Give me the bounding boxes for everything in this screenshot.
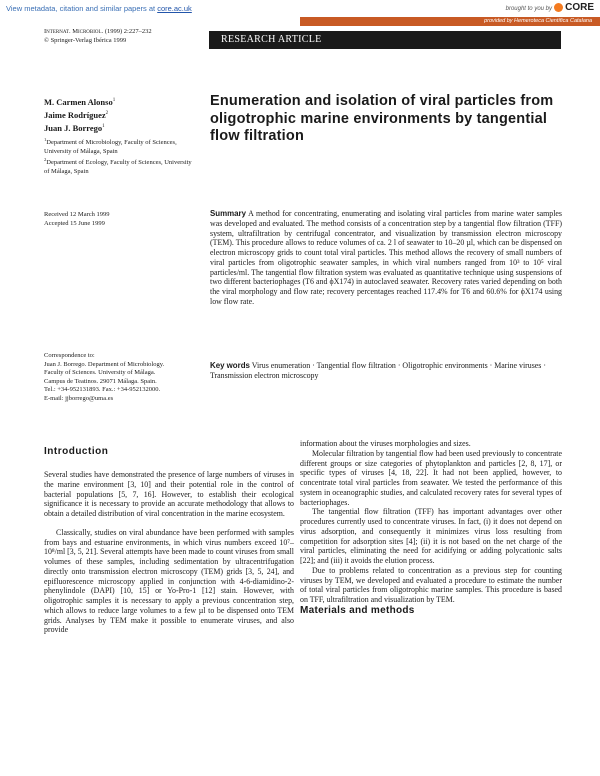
paragraph: The tangential flow filtration (TFF) has important advantages over other procedures currently used to concentrate viruses. In fact, (i) it does not depend on virus adsorption, and consequently it minimizes virus loss resulting from competition for adsorption sites [4]; (ii) it is not based on the net charge of the viral particles, eliminating the need for acidifying or adding polycationic salts [22]; and (iii) it avoids the elution process. bbox=[300, 507, 562, 565]
author-list bbox=[44, 95, 115, 133]
introduction-heading: Introduction bbox=[44, 446, 109, 457]
correspondence bbox=[44, 352, 204, 404]
abstract-label: Summary bbox=[210, 209, 246, 218]
correspondence-label: Correspondence to: bbox=[44, 352, 95, 359]
journal-line: Internat. Microbiol. (1999) 2:227–232 bbox=[44, 28, 152, 35]
correspondence-line: Campus de Teatinos. 29071 Málaga. Spain. bbox=[44, 377, 157, 385]
keywords bbox=[210, 361, 562, 381]
core-logo-icon bbox=[554, 3, 563, 12]
core-provided-by[interactable]: provided by Hemeroteca Científica Catalana bbox=[300, 17, 600, 26]
author: M. Carmen Alonso$^1$ bbox=[44, 96, 116, 107]
accepted-date: Accepted 15 June 1999 bbox=[44, 219, 105, 227]
affiliation: $^2$Department of Ecology, Faculty of Sciences, University of Málaga, Spain bbox=[44, 157, 192, 176]
correspondence-line: Faculty of Sciences. University of Málaga. bbox=[44, 369, 156, 377]
paragraph: Several studies have demonstrated the presence of large numbers of viruses in the marine environment [3, 10] and their potential role in the control of bacterial populations [5, 7, 16]. However, to establish their ecological significance it is necessary to provide an accurate methodology that allows to obtain a detailed distribution of viral concentration in the marine ecosystem. bbox=[44, 470, 294, 518]
left-column bbox=[44, 470, 294, 635]
paragraph: Molecular filtration by tangential flow had been used previously to concentrate different groups or size categories of phytoplankton and particles [2, 8, 17], or specific types of viruses [4, 18, 22]. It had not been applied, however, to concentrate total viral particles from seawater. We tested the performance of this system in oceanographic studies, and calculated recovery rates for several types of bacteriophages. bbox=[300, 448, 562, 507]
correspondence-line: Juan J. Borrego. Department of Microbiology. bbox=[44, 360, 165, 368]
abstract-text: A method for concentrating, enumerating and isolating viral particles from marine water samples was developed and evaluated. The method consists of a concentration step by a tangential flow filtration (TFF) system, ultrafiltration by centrifugal concentrator, and visualization by transmission electron microscopy (TEM). This procedure allows to reduce volumes of ca. 2 l of seawater to 10–20 µl, which can be dispensed on electron microscopy grids to count total viral particles. This method allows the recovery of small numbers of viral particles from oligotrophic seawater samples, in which viral numbers ranged from 10³ to 10⁵ viral particles/ml. The tangential flow filtration system was evaluated as quantitative technique using suspensions of two different bacteriophages (T6 and ϕX174) in autoclaved seawater. Recovery rates varied depending on both the viral morphology and flow rate; recovery percentages reached 117.4% for T6 and 60.6% for ϕX174 using low flow rate. bbox=[210, 209, 562, 306]
keywords-text: Virus enumeration · Tangential flow filtration · Oligotrophic environments · Marine viruses · Transmission electron microscopy bbox=[210, 361, 546, 380]
correspondence-email[interactable]: E-mail: jjborrego@uma.es bbox=[44, 394, 114, 402]
article-dates bbox=[44, 211, 110, 228]
journal-info bbox=[44, 27, 152, 45]
paragraph: information about the viruses morphologies and sizes. bbox=[300, 439, 471, 448]
keywords-label: Key words bbox=[210, 361, 250, 370]
received-date: Received 12 March 1999 bbox=[44, 211, 110, 218]
core-metadata-link[interactable]: View metadata, citation and similar papers at core.ac.uk bbox=[6, 4, 192, 13]
affiliation: $^1$Department of Microbiology, Faculty of Sciences, University of Málaga, Spain bbox=[44, 137, 177, 155]
article-title: Enumeration and isolation of viral particles from oligotrophic marine environments by tangential flow filtration bbox=[210, 93, 554, 144]
section-label: RESEARCH ARTICLE bbox=[209, 31, 561, 49]
methods-heading: Materials and methods bbox=[300, 604, 415, 616]
core-ac-uk-link[interactable]: core.ac.uk bbox=[157, 4, 192, 13]
correspondence-line: Tel.: +34-952131893. Fax.: +34-952132000. bbox=[44, 386, 161, 394]
publisher-line: © Springer-Verlag Ibérica 1999 bbox=[44, 37, 127, 44]
core-brought-by: brought to you by bbox=[505, 6, 552, 12]
author: Juan J. Borrego$^1$ bbox=[44, 122, 105, 133]
abstract bbox=[210, 209, 562, 307]
paragraph: Due to problems related to concentration as a previous step for counting viruses by TEM, we developed and evaluated a procedure to estimate the number of total viral particles from oligotrophic marine samples. This procedure is based on TFF, ultrafiltration and visualization by TEM. bbox=[300, 565, 562, 604]
author: Jaime Rodríguez$^2$ bbox=[44, 109, 109, 120]
core-banner bbox=[0, 0, 600, 28]
paragraph: Classically, studies on viral abundance have been performed with samples from bays and estuarine environments, in which virus numbers exceed 10⁷–10⁸/ml [3, 5, 21]. Several attempts have been made to count viruses from small volumes of these samples, including sedimentation by ultracentrifugation directly onto transmission electron microscopy (TEM) grids [3, 5, 24], and epifluorescence microscopy applied in conjunction with 4-6-diamidino-2-phenylindole (DAPI) [10, 15] or Yo-Pro-1 [12] stain. However, with oligotrophic samples it is necessary to apply a previous concentration step, which allows to reduce large volumes to a few µl to be dispensed onto TEM grids. Analyses by TEM make it possible to enumerate viruses, and also provide bbox=[44, 527, 294, 635]
core-logo[interactable]: CORE bbox=[554, 2, 594, 13]
affiliations bbox=[44, 136, 194, 177]
right-column bbox=[300, 439, 562, 616]
